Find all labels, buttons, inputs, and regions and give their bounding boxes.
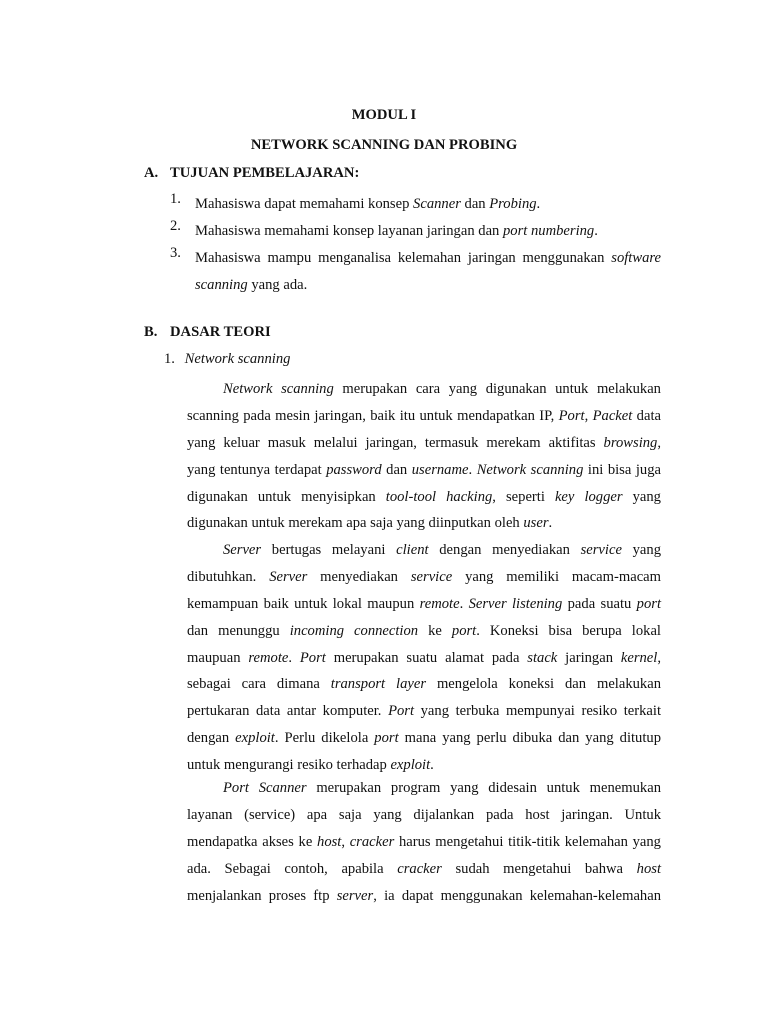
italic-term: remote — [248, 649, 289, 666]
text-run: kemampuan baik untuk lokal maupun — [187, 595, 420, 612]
text-run: , seperti — [492, 488, 555, 505]
italic-term: user — [523, 515, 549, 532]
text-run: . — [430, 757, 434, 774]
paragraph-line — [187, 829, 661, 856]
subsection-number: 1. — [164, 351, 175, 367]
module-subtitle: NETWORK SCANNING DAN PROBING — [250, 137, 518, 153]
text-run: jaringan — [557, 649, 621, 666]
italic-term: port — [451, 622, 477, 639]
text-run: dan — [381, 461, 412, 478]
text-run: dengan — [187, 730, 236, 747]
italic-term: Scanner — [413, 196, 461, 212]
paragraph-line — [187, 430, 661, 457]
text-run: . — [548, 515, 553, 532]
italic-term: remote — [419, 595, 460, 612]
subsection-title: Network scanning — [184, 351, 291, 367]
paragraph-3 — [187, 775, 661, 909]
text-run: , — [657, 434, 661, 451]
text-run: maupuan — [187, 649, 249, 666]
objective-number: 1. — [170, 191, 181, 207]
italic-term: exploit — [235, 730, 275, 747]
text-run: dan — [460, 196, 490, 212]
italic-term: software — [611, 250, 661, 266]
italic-term: cracker — [349, 833, 395, 850]
italic-term: exploit — [390, 757, 431, 774]
text-run: yang ada. — [247, 277, 308, 293]
italic-term: Network scanning — [476, 461, 584, 478]
text-run: bertugas melayani — [261, 542, 397, 558]
italic-term: transport layer — [330, 676, 427, 693]
text-run: ke — [418, 622, 452, 639]
italic-term: Network scanning — [223, 381, 334, 397]
subsection-heading — [164, 351, 290, 368]
paragraph-line — [187, 510, 661, 537]
paragraph-line — [187, 725, 661, 752]
italic-term: Server — [269, 568, 308, 585]
italic-term: cracker — [397, 860, 442, 877]
text-run: Mahasiswa memahami konsep layanan jaringan dan — [195, 223, 503, 239]
text-run: dibutuhkan. — [187, 568, 270, 585]
paragraph-1 — [187, 376, 661, 537]
paragraph-line — [187, 645, 661, 672]
text-run: sebagai cara dimana — [187, 676, 331, 693]
objective-text — [195, 218, 661, 245]
text-run: Mahasiswa mampu menganalisa kelemahan jaringan menggunakan — [195, 250, 612, 266]
italic-term: incoming connection — [289, 622, 419, 639]
italic-term: key logger — [554, 488, 623, 505]
objective-text — [195, 245, 661, 299]
text-run: mana yang perlu dibuka dan yang ditutup — [398, 730, 661, 747]
paragraph-line — [187, 883, 661, 910]
paragraph-line — [187, 403, 661, 430]
text-run: merupakan suatu alamat pada — [325, 649, 528, 666]
objective-line — [195, 245, 661, 272]
text-run: yang keluar masuk melalui jaringan, termasuk merekam aktifitas — [187, 434, 604, 451]
text-run: . — [468, 461, 477, 478]
text-run: dan menunggu — [187, 622, 290, 639]
text-run: . — [459, 595, 469, 612]
paragraph-line — [187, 698, 661, 725]
text-run: , — [584, 407, 593, 424]
text-run: dengan menyediakan — [428, 542, 581, 558]
text-run: scanning pada mesin jaringan, baik itu untuk mendapatkan IP, — [187, 407, 559, 424]
text-run: data — [632, 407, 661, 424]
italic-term: server — [336, 887, 374, 904]
text-run: mengelola koneksi dan melakukan — [426, 676, 662, 693]
italic-term: browsing — [603, 434, 658, 451]
italic-term: client — [396, 542, 429, 558]
paragraph-line — [187, 591, 661, 618]
text-run: yang — [621, 542, 661, 558]
italic-term: port numbering — [503, 223, 595, 239]
italic-term: port — [636, 595, 661, 612]
text-run: mendapatka akses ke — [187, 833, 318, 850]
text-run: ini bisa juga — [583, 461, 661, 478]
objective-line — [195, 272, 661, 299]
text-run: Mahasiswa dapat memahami konsep — [195, 196, 414, 212]
text-run: . — [288, 649, 300, 666]
text-run: harus mengetahui titik-titik kelemahan yang — [394, 833, 661, 850]
text-run: yang tentunya terdapat — [187, 461, 327, 478]
text-run: . — [594, 223, 598, 239]
text-run: , — [341, 833, 350, 850]
module-title: MODUL I — [351, 107, 417, 123]
objective-number: 2. — [170, 218, 181, 234]
text-run: pada suatu — [562, 595, 637, 612]
text-run: pertukaran data antar komputer. — [187, 703, 389, 720]
paragraph-line — [187, 376, 661, 403]
paragraph-2 — [187, 537, 661, 779]
italic-term: stack — [527, 649, 558, 666]
italic-term: Probing — [489, 196, 537, 212]
italic-term: service — [410, 568, 453, 585]
paragraph-line — [187, 564, 661, 591]
text-run: yang terbuka mempunyai resiko terkait — [414, 703, 662, 720]
text-run: . — [536, 196, 541, 212]
text-run: menyediakan — [307, 568, 411, 585]
italic-term: Server listening — [468, 595, 563, 612]
text-run: layanan (service) apa saja yang dijalankan pada host jaringan. Untuk — [187, 806, 661, 823]
italic-term: Packet — [592, 407, 633, 424]
text-run: digunakan untuk merekam apa saja yang diinputkan oleh — [187, 515, 524, 532]
objective-text — [195, 191, 661, 218]
objective-number: 3. — [170, 245, 181, 261]
text-run: yang memiliki macam-macam — [452, 568, 662, 585]
section-a-title: TUJUAN PEMBELAJARAN: — [170, 165, 360, 181]
paragraph-line — [187, 671, 661, 698]
text-run: merupakan program yang didesain untuk menemukan — [306, 780, 661, 796]
italic-term: Port Scanner — [223, 780, 307, 796]
italic-term: username — [411, 461, 469, 478]
italic-term: Port — [558, 407, 585, 424]
text-run: merupakan cara yang digunakan untuk melakukan — [333, 381, 661, 397]
paragraph-line — [187, 802, 661, 829]
section-a-letter: A. — [144, 165, 159, 181]
paragraph-line — [187, 484, 661, 511]
paragraph-line — [187, 856, 661, 883]
italic-term: Port — [299, 649, 326, 666]
italic-term: service — [580, 542, 622, 558]
text-run: yang — [622, 488, 661, 505]
paragraph-line — [187, 618, 661, 645]
italic-term: Port — [388, 703, 415, 720]
italic-term: password — [326, 461, 382, 478]
italic-term: Server — [223, 542, 262, 558]
text-run: menjalankan proses ftp — [187, 887, 337, 904]
section-b-letter: B. — [144, 324, 158, 340]
text-run: . Perlu dikelola — [274, 730, 375, 747]
italic-term: scanning — [195, 277, 248, 293]
text-run: ada. Sebagai contoh, apabila — [187, 860, 398, 877]
paragraph-line — [187, 457, 661, 484]
text-run: , ia dapat menggunakan kelemahan-kelemahan — [373, 887, 661, 904]
italic-term: host — [636, 860, 661, 877]
paragraph-line — [187, 537, 661, 564]
text-run: sudah mengetahui bahwa — [441, 860, 637, 877]
text-run: digunakan untuk menyisipkan — [187, 488, 386, 505]
italic-term: kernel — [620, 649, 658, 666]
text-run: , — [657, 649, 661, 666]
italic-term: tool-tool hacking — [385, 488, 493, 505]
section-b-title: DASAR TEORI — [170, 324, 271, 340]
paragraph-line — [187, 775, 661, 802]
italic-term: host — [317, 833, 342, 850]
text-run: . Koneksi bisa berupa lokal — [476, 622, 661, 639]
text-run: untuk mengurangi resiko terhadap — [187, 757, 391, 774]
italic-term: port — [374, 730, 399, 747]
